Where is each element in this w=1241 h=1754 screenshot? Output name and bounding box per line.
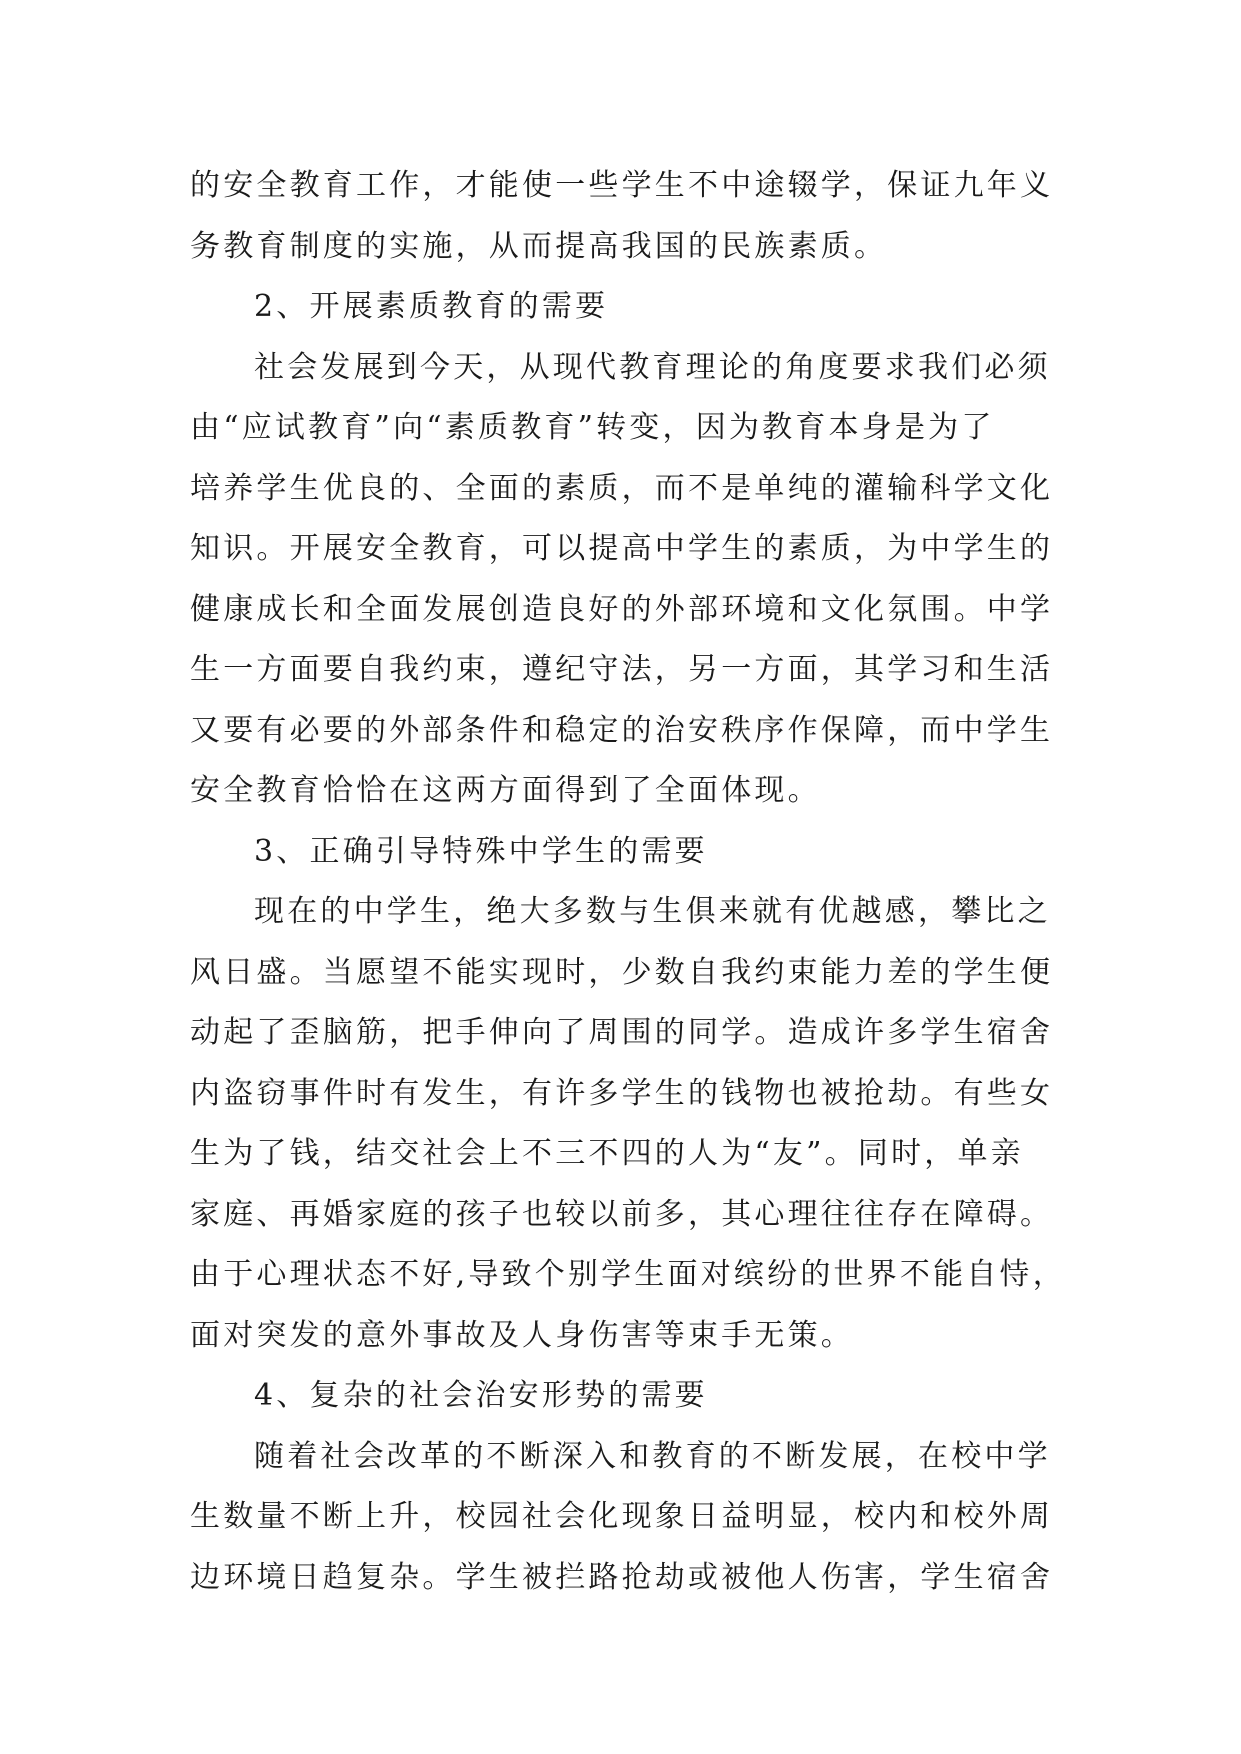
text-line: 生数量不断上升，校园社会化现象日益明显，校内和校外周 [190, 1499, 1054, 1534]
text-line: 面对突发的意外事故及人身伤害等束手无策。 [190, 1317, 854, 1353]
text-line: 由于心理状态不好,导致个别学生面对缤纷的世界不能自恃， [190, 1257, 1066, 1292]
text-line: 生为了钱，结交社会上不三不四的人为“友”。同时，单亲 [190, 1136, 1024, 1171]
paragraph-first-line: 现在的中学生，绝大多数与生俱来就有优越感，攀比之 [254, 894, 1051, 929]
text-line: 安全教育恰恰在这两方面得到了全面体现。 [190, 773, 821, 808]
text-line: 知识。开展安全教育，可以提高中学生的素质，为中学生的 [190, 531, 1054, 566]
text-line: 健康成长和全面发展创造良好的外部环境和文化氛围。中学 [190, 591, 1054, 627]
section-heading: 3、正确引导特殊中学生的需要 [254, 833, 708, 869]
text-line: 动起了歪脑筋，把手伸向了周围的同学。造成许多学生宿舍 [190, 1015, 1054, 1050]
text-line: 务教育制度的实施，从而提高我国的民族素质。 [190, 228, 888, 264]
document-body [190, 156, 1066, 1608]
text-line: 又要有必要的外部条件和稳定的治安秩序作保障，而中学生 [190, 712, 1054, 748]
text-line: 家庭、再婚家庭的孩子也较以前多，其心理往往存在障碍。 [190, 1196, 1054, 1232]
paragraph-first-line: 随着社会改革的不断深入和教育的不断发展，在校中学 [254, 1438, 1051, 1474]
paragraph-first-line: 社会发展到今天，从现代教育理论的角度要求我们必须 [254, 349, 1051, 385]
text-line: 内盗窃事件时有发生，有许多学生的钱物也被抢劫。有些女 [190, 1075, 1054, 1111]
section-heading: 4、复杂的社会治安形势的需要 [254, 1378, 708, 1413]
text-line: 生一方面要自我约束，遵纪守法，另一方面，其学习和生活 [190, 652, 1054, 687]
text-line: 由“应试教育”向“素质教育”转变，因为教育本身是为了 [190, 410, 995, 445]
text-line: 的安全教育工作，才能使一些学生不中途辍学，保证九年义 [190, 168, 1054, 203]
text-line: 培养学生优良的、全面的素质，而不是单纯的灌输科学文化 [190, 470, 1054, 506]
text-line: 边环境日趋复杂。学生被拦路抢劫或被他人伤害，学生宿舍 [190, 1559, 1054, 1595]
text-line: 风日盛。当愿望不能实现时，少数自我约束能力差的学生便 [190, 954, 1054, 990]
section-heading: 2、开展素质教育的需要 [254, 289, 609, 324]
